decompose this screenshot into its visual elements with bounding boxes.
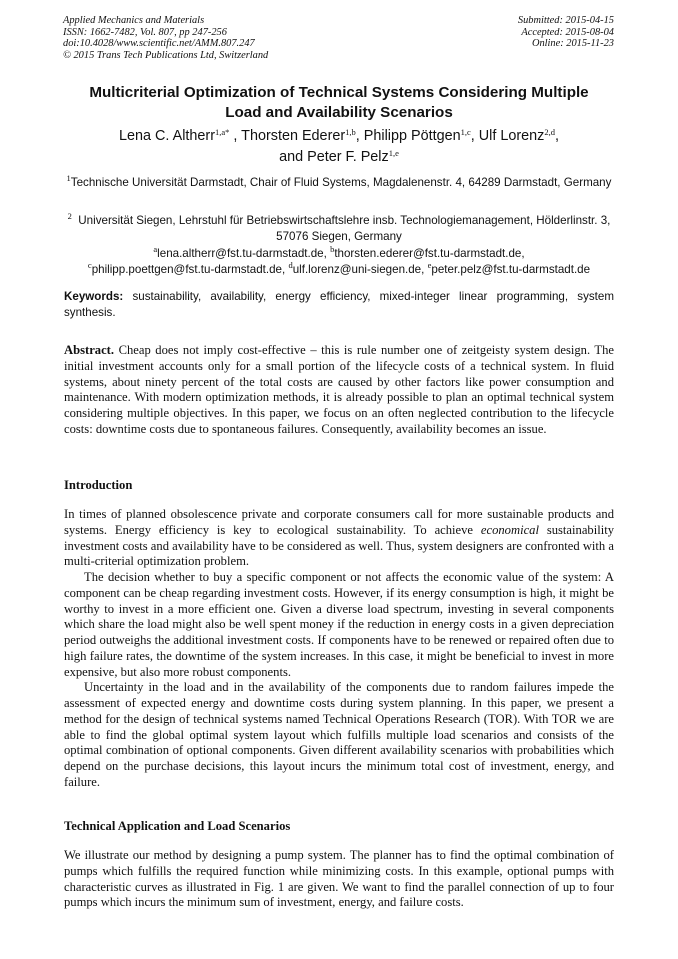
emphasis: economical xyxy=(480,522,539,537)
title-line-1: Multicriterial Optimization of Technical Systems Considering Multiple xyxy=(89,84,589,101)
email-line-2 xyxy=(40,262,638,278)
email-mark: a xyxy=(153,244,158,254)
author-separator: , xyxy=(233,128,242,144)
paragraph xyxy=(64,507,614,570)
abstract-label: Abstract. xyxy=(64,343,115,357)
online-date: Online: 2015-11-23 xyxy=(531,38,614,50)
section-heading-technical-application: Technical Application and Load Scenarios xyxy=(64,819,291,833)
paragraph-text: In times of planned obsolescence private and corporate consumers call for more sustainable products and systems. Energy efficiency is key to ecological sustainability. To achieve xyxy=(64,507,614,537)
author-name: Ulf Lorenz xyxy=(478,128,545,144)
email-link[interactable]: lena.altherr@fst.tu-darmstadt.de, xyxy=(157,247,327,260)
title-line-2: Load and Availability Scenarios xyxy=(225,103,453,121)
email-link[interactable]: ulf.lorenz@uni-siegen.de, xyxy=(292,263,425,276)
email-line-1 xyxy=(40,246,638,262)
paragraph: The decision whether to buy a specific component or not affects the economic value of the system: A component can be cheap regarding investment costs. However, if its energy consumption is high, it might be worthy to invest in a more efficient one. Given a diverse load spectrum, investing in several components which share the load might also be well spent money if the reduction in energy costs in a given depreciation period outweighs the additional investment costs. If components have to be renewed or repaired often due to high failure rates, the downtime of the system increases. In this case, it might be beneficial to invest in more expensive, but also more robust components. xyxy=(64,570,614,679)
paper-title xyxy=(40,83,638,122)
author-separator: , xyxy=(554,128,559,144)
paragraph: We illustrate our method by designing a pump system. The planner has to find the optimal combination of pumps which fulfills the required function while minimizing costs. In this example, optional pumps with characteristic curves as illustrated in Fig. 1 are given. We want to find the parallel connection of up to four pumps which incurs the minimum sum of investment, energy, and failure costs. xyxy=(64,848,614,910)
author-line-2 xyxy=(40,147,638,168)
author-line-1 xyxy=(40,126,638,147)
author-affiliation-mark: 2,d xyxy=(544,127,555,137)
abstract xyxy=(64,343,614,438)
affiliation-2 xyxy=(60,213,618,245)
author-list xyxy=(40,126,638,168)
section-heading-introduction: Introduction xyxy=(64,478,133,492)
journal-doi: doi:10.4028/www.scientific.net/AMM.807.247 xyxy=(63,38,255,50)
author-separator: , xyxy=(470,128,479,144)
keywords xyxy=(64,289,614,321)
paragraph-text: sustainability investment costs and availability have to be considered as well. Thus, system designers are confronted with a multi-criterial optimization problem. xyxy=(64,522,614,569)
submitted-date: Submitted: 2015-04-15 xyxy=(517,15,614,26)
email-mark: d xyxy=(288,260,293,270)
author-affiliation-mark: 1,b xyxy=(345,127,356,137)
author-separator: , xyxy=(355,128,364,144)
journal-copyright: © 2015 Trans Tech Publications Ltd, Switzerland xyxy=(63,49,269,61)
journal-issn: ISSN: 1662-7482, Vol. 807, pp 247-256 xyxy=(63,26,227,38)
author-affiliation-mark: 1,a* xyxy=(215,127,230,137)
submission-dates xyxy=(518,15,614,50)
affiliation-1 xyxy=(60,175,618,191)
author-name: Lena C. Altherr xyxy=(119,128,216,144)
email-mark: e xyxy=(427,260,432,270)
email-link[interactable]: peter.pelz@fst.tu-darmstadt.de xyxy=(431,263,591,276)
abstract-text: Cheap does not imply cost-effective – this is rule number one of zeitgeisty system design. The initial investment accounts only for a small portion of the lifecycle costs of a technical system. In fluid systems, about ninety percent of the total costs are caused by other factors like power consumption and maintenance. With modern optimization methods, it is already possible to plan an optimal technical system considering multiple objectives. In this paper, we focus on an often neglected contribution to the lifecycle costs: downtime costs due to spontaneous failures. Consequently, availability becomes an issue. xyxy=(64,343,614,436)
paragraph: Uncertainty in the load and in the availability of the components due to random failures impede the assessment of expected energy and downtime costs during system planning. In this paper, we present a method for the design of technical systems named Technical Operations Research (TOR). With TOR we are able to find the global optimal system layout which fulfills multiple load scenarios and consists of the optimal combination of optional components. Given different availability scenarios with probabilities which depend on the purchase decisions, this layout incurs the minimum total cost of investment, energy, and failure. xyxy=(64,680,614,789)
author-name: Peter F. Pelz xyxy=(307,149,389,165)
introduction-section xyxy=(64,507,614,791)
author-conjunction: and xyxy=(279,149,308,165)
author-affiliation-mark: 1,c xyxy=(460,127,471,137)
affiliation-text: Technische Universität Darmstadt, Chair of Fluid Systems, Magdalenenstr. 4, 64289 Darmstadt, Germany xyxy=(70,176,612,189)
author-name: Philipp Pöttgen xyxy=(363,128,461,144)
affiliation-number: 2 xyxy=(67,211,72,221)
email-mark: c xyxy=(87,260,92,270)
affiliation-number: 1 xyxy=(66,173,71,183)
keywords-text: sustainability, availability, energy efficiency, mixed-integer linear programming, system synthesis. xyxy=(64,290,614,319)
technical-section xyxy=(64,848,614,911)
author-affiliation-mark: 1,e xyxy=(388,148,399,158)
accepted-date: Accepted: 2015-08-04 xyxy=(521,26,614,38)
journal-info xyxy=(63,15,268,61)
affiliation-text: Universität Siegen, Lehrstuhl für Betriebswirtschaftslehre insb. Technologiemanagement, Hölderlinstr. 3, 57076 Siegen, Germany xyxy=(78,214,611,243)
author-name: Thorsten Ederer xyxy=(241,128,346,144)
email-link[interactable]: thorsten.ederer@fst.tu-darmstadt.de, xyxy=(334,247,525,260)
keywords-label: Keywords: xyxy=(64,290,124,303)
email-mark: b xyxy=(330,244,335,254)
email-link[interactable]: philipp.poettgen@fst.tu-darmstadt.de, xyxy=(91,263,286,276)
journal-name: Applied Mechanics and Materials xyxy=(63,15,205,26)
author-emails xyxy=(40,246,638,278)
